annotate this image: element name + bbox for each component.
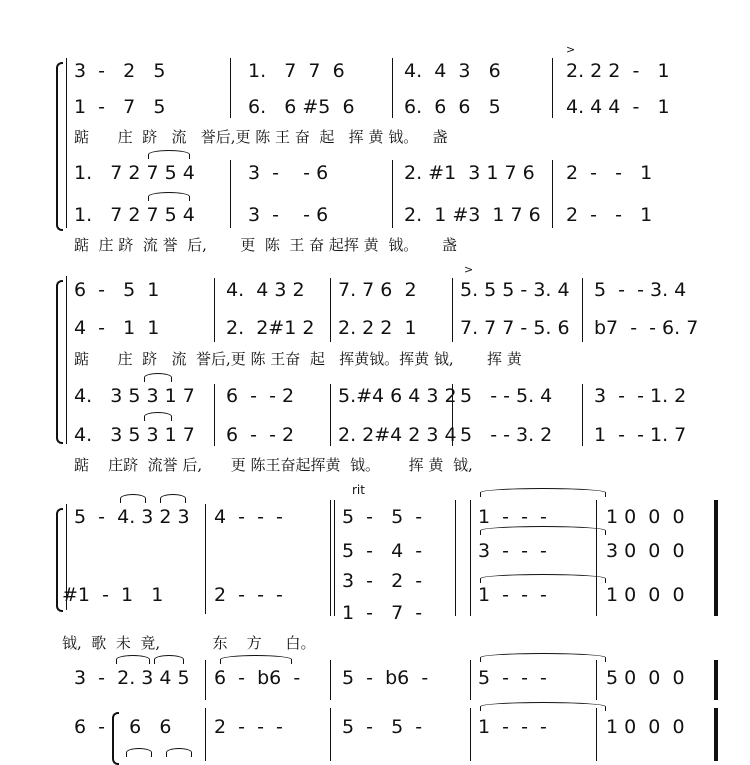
measure: 1 - 7 - <box>342 602 423 624</box>
measure: 1 - - - <box>478 584 547 606</box>
accent-mark: > <box>566 43 576 56</box>
measure: 4. 3 5 3 1 7 <box>74 385 195 407</box>
measure: 4. 4 3 6 <box>404 60 501 82</box>
notation-line <box>0 420 750 450</box>
measure: 7. 7 7 - 5. 6 <box>460 317 570 339</box>
measure: 3 0 0 0 <box>606 540 685 562</box>
notation-line <box>0 598 750 628</box>
measure: 1. 7 7 6 <box>248 60 345 82</box>
lyrics-line <box>0 344 750 374</box>
measure: 6 - - 2 <box>226 385 295 407</box>
measure: 1. 7 2 7 5 4 <box>74 162 195 184</box>
notation-line <box>0 313 750 343</box>
lyrics-line <box>0 122 750 152</box>
lyrics-line <box>0 230 750 260</box>
notation-line <box>0 502 750 532</box>
slur <box>166 748 192 757</box>
measure: 5 - - 3. 2 <box>460 424 553 446</box>
measure: 5 - - 3. 4 <box>594 279 687 301</box>
measure: 5 - - - <box>478 667 547 689</box>
notation-line <box>0 275 750 305</box>
measure: 2 - - - <box>214 584 283 606</box>
measure: 2 - - 1 <box>566 204 653 226</box>
measure: 4 - - - <box>214 506 283 528</box>
measure: 1 0 0 0 <box>606 506 685 528</box>
measure: 2. 2 2 - 1 <box>566 60 670 82</box>
measure: 6. 6 #5 6 <box>248 96 355 118</box>
measure: 3 - - 6 <box>248 204 329 226</box>
measure: 5 - 5 - <box>342 716 423 738</box>
tie <box>480 653 606 662</box>
notation-line <box>0 381 750 411</box>
lyrics-line <box>0 450 750 480</box>
measure: 1 - 7 5 <box>74 96 166 118</box>
measure: 2. 1 #3 1 7 6 <box>404 204 541 226</box>
measure: 1 - - - <box>478 506 547 528</box>
notation-line <box>0 92 750 122</box>
measure: 4 - 1 1 <box>74 317 160 339</box>
measure: 5 - 4. 3 2 3 <box>74 506 190 528</box>
notation-line <box>0 712 750 742</box>
measure: b7 - - 6. 7 <box>594 317 699 339</box>
measure: 3 - - 6 <box>248 162 329 184</box>
measure: 7. 7 6 2 <box>338 279 417 301</box>
measure: 2. 2#1 2 <box>226 317 315 339</box>
tempo-marking: rit <box>352 483 365 497</box>
notation-line <box>0 200 750 230</box>
measure: 2. 2#4 2 3 4 <box>338 424 457 446</box>
tie <box>480 702 606 711</box>
lyrics: 踮 庄 跻 流 誉 后, 更 陈 王 奋 起挥 黄 钺。 盏 <box>74 236 458 254</box>
lyrics: 踮 庄 跻 流 誉后,更 陈 王奋 起 挥黄钺。挥黄 钺, 挥 黄 <box>74 350 522 368</box>
slur <box>126 748 152 757</box>
measure: 3 - 2 5 <box>74 60 166 82</box>
measure: 5. 5 5 - 3. 4 <box>460 279 570 301</box>
measure: 1. 7 2 7 5 4 <box>74 204 195 226</box>
measure: #1 - 1 1 <box>62 584 164 606</box>
measure: 1 0 0 0 <box>606 584 685 606</box>
measure: 5.#4 6 4 3 2 <box>338 385 457 407</box>
lyrics: 钺, 歌 未 竟, 东 方 白。 <box>62 634 316 652</box>
measure: 1 - - 1. 7 <box>594 424 687 446</box>
measure: 6. 6 6 5 <box>404 96 501 118</box>
measure: 2. #1 3 1 7 6 <box>404 162 535 184</box>
tie <box>480 488 606 497</box>
measure: 6 - - 2 <box>226 424 295 446</box>
notation-line <box>0 536 750 566</box>
measure: 5 - 5 - <box>342 506 423 528</box>
lyrics-line <box>0 628 750 658</box>
measure: 6 - 6 6 <box>74 716 172 738</box>
notation-line <box>0 663 750 693</box>
measure: 5 - b6 - <box>342 667 429 689</box>
lyrics: 踮 庄 跻 流 誉后,更 陈 王 奋 起 挥 黄 钺。 盏 <box>74 128 448 146</box>
measure: 5 - - 5. 4 <box>460 385 553 407</box>
measure: 2 - - 1 <box>566 162 653 184</box>
measure: 1 0 0 0 <box>606 716 685 738</box>
measure: 2 - - - <box>214 716 283 738</box>
measure: 6 - b6 - <box>214 667 301 689</box>
measure: 4. 4 4 - 1 <box>566 96 670 118</box>
measure: 2. 2 2 1 <box>338 317 417 339</box>
notation-line <box>0 158 750 188</box>
measure: 5 0 0 0 <box>606 667 685 689</box>
accent-mark: > <box>464 263 474 276</box>
measure: 5 - 4 - <box>342 540 423 562</box>
measure: 3 - 2. 3 4 5 <box>74 667 190 689</box>
measure: 4. 4 3 2 <box>226 279 305 301</box>
measure: 6 - 5 1 <box>74 279 160 301</box>
measure: 3 - 2 - <box>342 570 423 592</box>
lyrics: 踮 庄跻 流誉 后, 更 陈王奋起挥黄 钺。 挥 黄 钺, <box>74 456 473 474</box>
measure: 4. 3 5 3 1 7 <box>74 424 195 446</box>
notation-line <box>0 56 750 86</box>
measure: 1 - - - <box>478 716 547 738</box>
measure: 3 - - - <box>478 540 547 562</box>
measure: 3 - - 1. 2 <box>594 385 687 407</box>
